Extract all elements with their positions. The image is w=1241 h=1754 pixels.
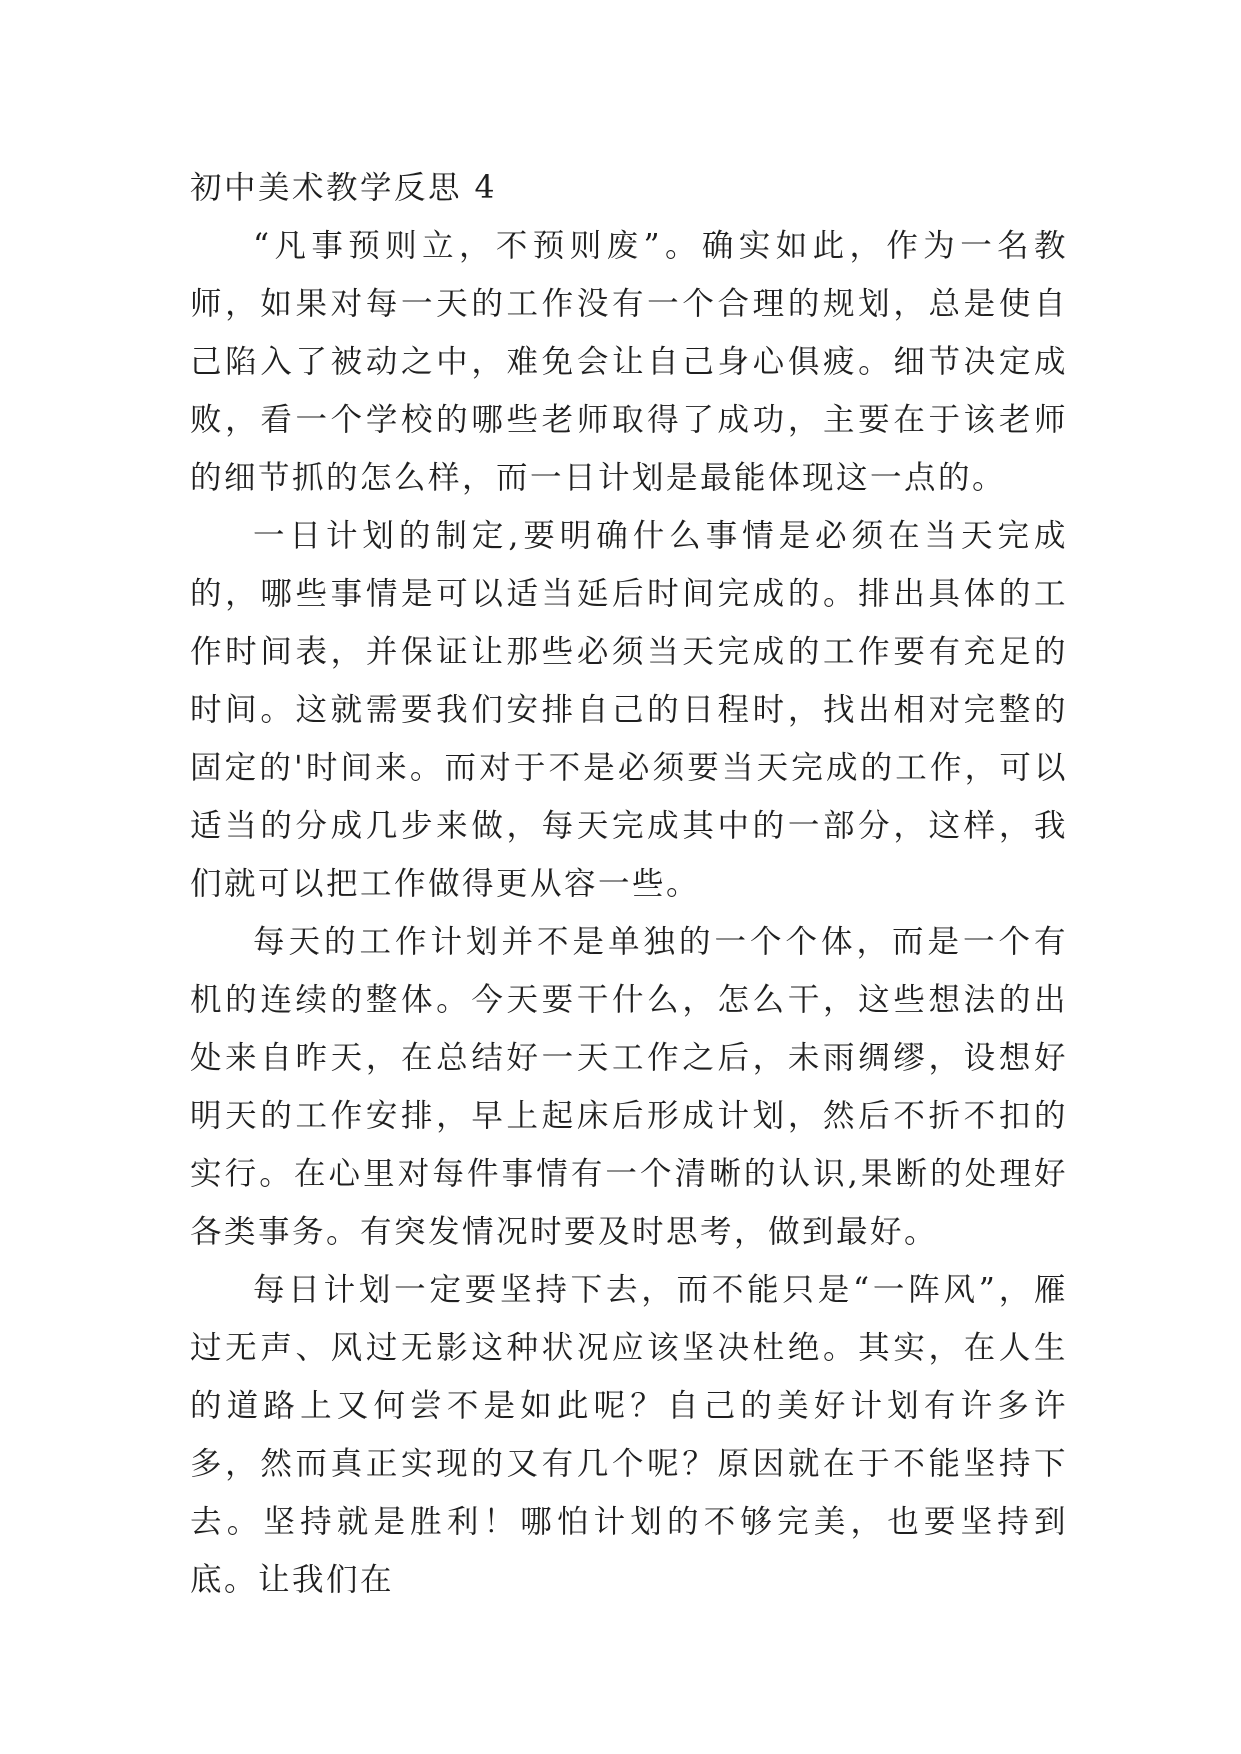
paragraph-1: “凡事预则立，不预则废”。确实如此，作为一名教师，如果对每一天的工作没有一个合理的规划，总是使自己陷入了被动之中，难免会让自己身心俱疲。细节决定成败，看一个学校的哪些老师取得了成功，主要在于该老师的细节抓的怎么样，而一日计划是最能体现这一点的。	[190, 228, 1068, 496]
paragraph-2: 一日计划的制定,要明确什么事情是必须在当天完成的，哪些事情是可以适当延后时间完成的。排出具体的工作时间表，并保证让那些必须当天完成的工作要有充足的时间。这就需要我们安排自己的日程时，找出相对完整的固定的'时间来。而对于不是必须要当天完成的工作，可以适当的分成几步来做，每天完成其中的一部分，这样，我们就可以把工作做得更从容一些。	[190, 518, 1068, 902]
document-body	[190, 159, 1068, 1609]
paragraph-4: 每日计划一定要坚持下去，而不能只是“一阵风”，雁过无声、风过无影这种状况应该坚决杜绝。其实，在人生的道路上又何尝不是如此呢？自己的美好计划有许多许多，然而真正实现的又有几个呢？原因就在于不能坚持下去。坚持就是胜利！哪怕计划的不够完美，也要坚持到底。让我们在	[190, 1272, 1068, 1598]
document-title: 初中美术教学反思 4	[190, 170, 498, 206]
paragraph-3: 每天的工作计划并不是单独的一个个体，而是一个有机的连续的整体。今天要干什么，怎么干，这些想法的出处来自昨天，在总结好一天工作之后，未雨绸缪，设想好明天的工作安排，早上起床后形成计划，然后不折不扣的实行。在心里对每件事情有一个清晰的认识,果断的处理好各类事务。有突发情况时要及时思考，做到最好。	[190, 924, 1068, 1250]
